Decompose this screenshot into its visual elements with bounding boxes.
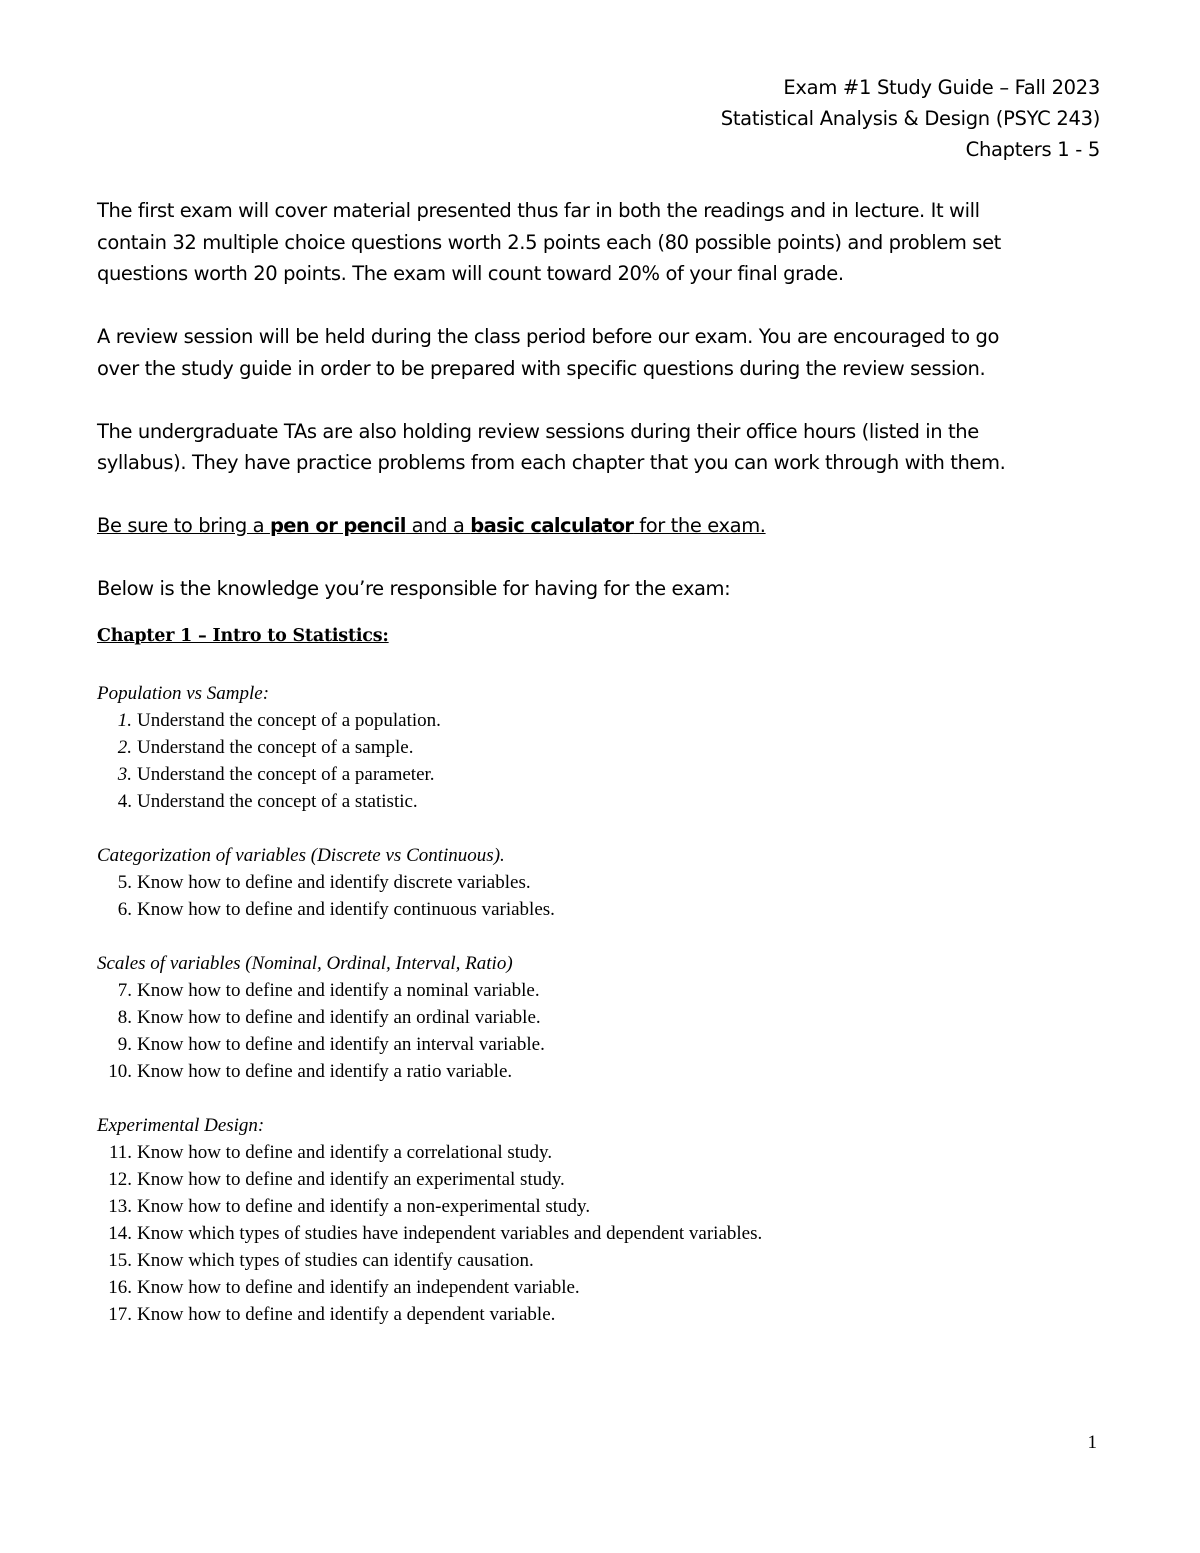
- item-number: 2.: [117, 737, 132, 758]
- list-item: [97, 1220, 1107, 1247]
- list-item: [97, 1247, 1107, 1274]
- item-text: Know how to define and identify an experimental study.: [137, 1169, 565, 1190]
- list-item: [97, 896, 1107, 923]
- item-number: 15.: [108, 1250, 132, 1271]
- item-number: 10.: [108, 1061, 132, 1082]
- item-text: Know how to define and identify an ordinal variable.: [137, 1007, 541, 1028]
- section-categorization-of-variables: [97, 842, 1107, 923]
- section-title: Experimental Design:: [97, 1115, 265, 1136]
- item-number: 12.: [108, 1169, 132, 1190]
- list-item: [97, 1193, 1107, 1220]
- item-number: 6.: [117, 899, 132, 920]
- document-header: [721, 72, 1100, 165]
- item-text: Know how to define and identify a non-experimental study.: [137, 1196, 591, 1217]
- item-number: 14.: [108, 1223, 132, 1244]
- item-number: 7.: [117, 980, 132, 1001]
- item-number: 1.: [117, 710, 132, 731]
- supplies-reminder: [97, 510, 1107, 542]
- list-item: [97, 1031, 1107, 1058]
- section-experimental-design: [97, 1112, 1107, 1328]
- item-text: Know how to define and identify continuous variables.: [137, 899, 555, 920]
- list-item: [97, 1301, 1107, 1328]
- item-number: 3.: [117, 764, 132, 785]
- item-number: 5.: [117, 872, 132, 893]
- header-course-name: Statistical Analysis & Design (PSYC 243): [720, 107, 1100, 130]
- item-text: Know how to define and identify a nominal variable.: [137, 980, 540, 1001]
- reminder-pen-pencil: pen or pencil: [269, 514, 406, 537]
- section-title: Scales of variables (Nominal, Ordinal, Interval, Ratio): [97, 953, 513, 974]
- header-exam-title: Exam #1 Study Guide – Fall 2023: [783, 76, 1100, 99]
- list-item: [97, 1274, 1107, 1301]
- list-item: [97, 1004, 1107, 1031]
- header-chapters: Chapters 1 - 5: [965, 138, 1100, 161]
- item-text: Understand the concept of a parameter.: [137, 764, 435, 785]
- list-item: [97, 1166, 1107, 1193]
- list-item: [97, 1139, 1107, 1166]
- reminder-text: Be sure to bring a: [97, 514, 270, 537]
- item-text: Know which types of studies can identify causation.: [137, 1250, 534, 1271]
- text-line: contain 32 multiple choice questions worth 2.5 points each (80 possible points) and problem set: [97, 230, 1001, 254]
- section-scales-of-variables: [97, 950, 1107, 1085]
- intro-body: [97, 195, 1107, 636]
- item-number: 11.: [108, 1142, 132, 1163]
- reminder-calculator: basic calculator: [470, 514, 634, 537]
- item-text: Know how to define and identify an independent variable.: [137, 1277, 580, 1298]
- item-text: Know how to define and identify a correlational study.: [137, 1142, 553, 1163]
- text-line: syllabus). They have practice problems from each chapter that you can work through with them.: [97, 451, 1006, 474]
- page-number: 1: [1087, 1432, 1097, 1453]
- list-item: [97, 977, 1107, 1004]
- item-number: 9.: [117, 1034, 132, 1055]
- knowledge-intro-line: Below is the knowledge you’re responsible for having for the exam:: [97, 576, 731, 600]
- list-item: [97, 1058, 1107, 1085]
- chapter-1-sections: [97, 680, 1107, 1355]
- item-number: 4.: [117, 791, 132, 812]
- item-number: 8.: [117, 1007, 132, 1028]
- section-title: Categorization of variables (Discrete vs Continuous).: [97, 845, 505, 866]
- intro-paragraph-exam-format: [97, 195, 1107, 290]
- item-number: 17.: [108, 1304, 132, 1325]
- item-text: Know how to define and identify an interval variable.: [137, 1034, 545, 1055]
- item-text: Know which types of studies have independent variables and dependent variables.: [137, 1223, 763, 1244]
- text-line: The undergraduate TAs are also holding review sessions during their office hours (listed in the: [97, 419, 979, 443]
- item-text: Understand the concept of a sample.: [137, 737, 414, 758]
- item-number: 13.: [108, 1196, 132, 1217]
- list-item: [97, 707, 1107, 734]
- item-text: Know how to define and identify a dependent variable.: [137, 1304, 556, 1325]
- list-item: [97, 869, 1107, 896]
- item-text: Understand the concept of a statistic.: [137, 791, 418, 812]
- text-line: over the study guide in order to be prepared with specific questions during the review session.: [97, 356, 986, 380]
- text-line: A review session will be held during the class period before our exam. You are encouraged to go: [97, 325, 1000, 348]
- section-population-vs-sample: [97, 680, 1107, 815]
- list-item: [97, 761, 1107, 788]
- reminder-text: and a: [405, 514, 471, 537]
- text-line: The first exam will cover material presented thus far in both the readings and in lecture. It will: [97, 199, 980, 222]
- item-text: Understand the concept of a population.: [137, 710, 441, 731]
- list-item: [97, 788, 1107, 815]
- intro-paragraph-review-session: [97, 321, 1107, 384]
- item-text: Know how to define and identify discrete variables.: [137, 872, 531, 893]
- item-text: Know how to define and identify a ratio variable.: [137, 1061, 513, 1082]
- item-number: 16.: [108, 1277, 132, 1298]
- list-item: [97, 734, 1107, 761]
- chapter-1-heading: Chapter 1 – Intro to Statistics:: [97, 626, 389, 646]
- reminder-text: for the exam.: [633, 514, 766, 537]
- text-line: questions worth 20 points. The exam will count toward 20% of your final grade.: [97, 262, 844, 285]
- intro-paragraph-ta-sessions: [97, 416, 1107, 479]
- section-title: Population vs Sample:: [97, 683, 270, 704]
